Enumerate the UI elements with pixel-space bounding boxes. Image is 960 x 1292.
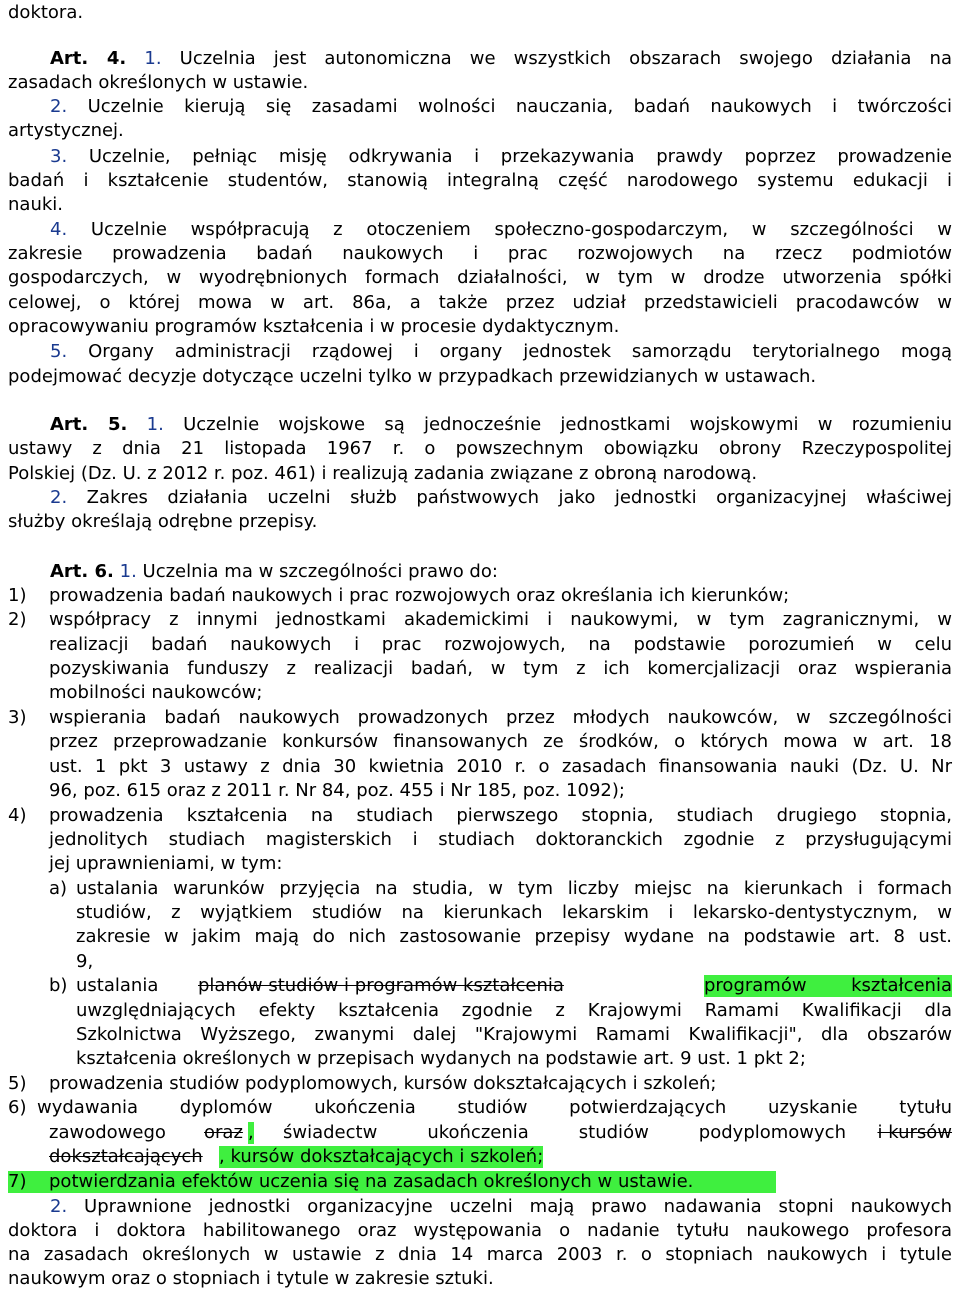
paragraph-line (8, 120, 952, 142)
sub-list-item (8, 878, 952, 900)
text: 9 ust. 1 pkt 2; (674, 1048, 806, 1069)
text: Uczelnie współpracują z otoczeniem społeczno-gospodarczym, w szczególności w (67, 219, 952, 240)
clause-number: 2. (50, 1196, 68, 1217)
inserted-text-highlight: , (248, 1122, 254, 1143)
item-number: 4) (8, 805, 27, 826)
list-item-line (49, 634, 952, 656)
clause-number: 4. (50, 219, 68, 240)
article-5-heading (8, 414, 952, 436)
paragraph-line (8, 438, 952, 460)
text: 9, (76, 951, 94, 972)
text: uwzględniających efekty kształcenia zgodnie z Krajowymi Ramami Kwalifikacji dla (76, 1000, 952, 1021)
text: pozyskiwania funduszy z realizacji badań, w tym z ich komercjalizacji oraz wspierania (49, 658, 952, 679)
text: 18 (913, 731, 952, 752)
list-item-line (8, 1146, 952, 1168)
item-letter: a) (49, 878, 68, 899)
list-item-line (49, 756, 952, 778)
text: mobilności naukowców; (49, 682, 263, 703)
item-number: 1) (8, 585, 27, 606)
item-number: 5) (8, 1073, 27, 1094)
text: Organy administracji rządowej i organy jednostek samorządu terytorialnego mogą (67, 341, 952, 362)
text: 96, poz. 615 oraz z 2011 r. Nr 84, poz. 455 i Nr 185, poz. 1092); (49, 780, 625, 801)
text: zasadach określonych w ustawie. (8, 72, 309, 93)
text: świadectw ukończenia studiów podyplomowych (283, 1122, 846, 1143)
list-item (8, 585, 952, 607)
paragraph-line (8, 219, 952, 241)
paragraph-line (8, 2, 952, 24)
item-number: 2) (8, 609, 27, 630)
text: prowadzenia kształcenia na studiach pierwszego stopnia, studiach drugiego stopnia, (49, 805, 952, 826)
text: 1 pkt 3 ustawy z dnia 30 kwietnia 2010 r. (82, 756, 527, 777)
text: ust. (49, 756, 83, 777)
text: potwierdzania efektów uczenia się na zasadach określonych w ustawie. (49, 1171, 694, 1192)
sub-list-line (76, 1024, 952, 1046)
list-item (8, 805, 952, 827)
text: jednolitych studiach magisterskich i studiach doktoranckich zgodnie z przysługującymi (49, 829, 952, 850)
paragraph-line (8, 72, 952, 94)
sub-list-line (76, 1048, 952, 1070)
list-item-line (49, 731, 952, 753)
item-number: 6) (8, 1097, 27, 1118)
text: Uczelnie, pełniąc misję odkrywania i przekazywania prawdy poprzez prowadzenie (67, 146, 952, 167)
inserted-text-highlight (8, 1171, 776, 1193)
text: na zasadach określonych w ustawie z dnia 14 marca 2003 r. (8, 1244, 628, 1265)
text: podejmować decyzje dotyczące uczelni tylko w przypadkach przewidzianych w ustawach. (8, 366, 817, 387)
list-item-line (49, 780, 952, 802)
deleted-text: oraz (204, 1122, 243, 1143)
clause-number: 5. (50, 341, 68, 362)
text: 86a, a także przez udział przedstawicieli pracodawców w (334, 292, 952, 313)
text: Uczelnia jest autonomiczna we wszystkich obszarach swojego działania na (161, 48, 952, 69)
inserted-text-highlight: , kursów dokształcających i szkoleń; (219, 1146, 544, 1167)
clause-number: 3. (50, 146, 68, 167)
text: ustawy z dnia 21 listopada 1967 r. (8, 438, 405, 459)
text: Uczelnia ma w szczególności prawo do: (136, 561, 498, 582)
list-item-line (49, 682, 952, 704)
clause-number: 1. (144, 48, 162, 69)
text: prowadzenia badań naukowych i prac rozwojowych oraz określania ich kierunków; (49, 585, 790, 606)
paragraph-line (8, 267, 952, 289)
text: Polskiej (Dz. U. z 2012 r. poz. 461) i realizują zadania związane z obroną narodową. (8, 463, 758, 484)
paragraph-line (8, 96, 952, 118)
text: gospodarczych, w wyodrębnionych formach działalności, w tym w drodze utworzenia spółki (8, 267, 952, 288)
paragraph-line (8, 487, 952, 509)
text: studiów, z wyjątkiem studiów na kierunkach lekarskim i lekarsko-dentystycznym, w (76, 902, 952, 923)
text: nauki. (8, 194, 63, 215)
item-letter: b) (49, 975, 68, 996)
text: Uczelnie wojskowe są jednocześnie jednostkami wojskowymi w rozumieniu (163, 414, 952, 435)
text: Uprawnione jednostki organizacyjne uczelni mają prawo nadawania stopni naukowych (67, 1196, 952, 1217)
paragraph-line (8, 316, 952, 338)
article-number: Art. 6. (50, 561, 114, 582)
list-item-line (49, 853, 952, 875)
inserted-text-highlight: programów kształcenia (704, 975, 952, 996)
paragraph-line (8, 146, 952, 168)
paragraph-line (8, 170, 952, 192)
list-item-line (49, 829, 952, 851)
deleted-text: planów studiów i programów kształcenia (198, 975, 564, 996)
text: wydawania dyplomów ukończenia studiów potwierdzających uzyskanie tytułu (37, 1097, 952, 1118)
text: wspierania badań naukowych prowadzonych przez młodych naukowców, w szczególności (49, 707, 952, 728)
list-item (8, 707, 952, 729)
article-number: Art. 5. (50, 414, 128, 435)
sub-list-line (76, 1000, 952, 1022)
clause-number: 2. (50, 487, 68, 508)
article-6-heading (8, 561, 952, 583)
list-item-line (49, 658, 952, 680)
paragraph-line (8, 194, 952, 216)
sub-list-line (76, 902, 952, 924)
paragraph-line (8, 243, 952, 265)
clause-number: 2. (50, 96, 68, 117)
list-item-line (8, 1122, 952, 1144)
text: ustalania warunków przyjęcia na studia, w tym liczby miejsc na kierunkach i formach (76, 878, 952, 899)
paragraph-line (8, 1196, 952, 1218)
deleted-text: i kursów (877, 1122, 952, 1143)
item-number: 3) (8, 707, 27, 728)
deleted-text: dokształcających (49, 1146, 203, 1167)
text: 8 ust. (880, 926, 952, 947)
text: współpracy z innymi jednostkami akademickimi i naukowymi, w tym zagranicznymi, w (49, 609, 952, 630)
paragraph-line (8, 511, 952, 533)
text: realizacji badań naukowych i prac rozwojowych, na podstawie porozumień w celu (49, 634, 952, 655)
paragraph-line (8, 463, 952, 485)
text: o powszechnym obowiązku obrony Rzeczypospolitej (404, 438, 953, 459)
text: doktora. (8, 2, 84, 23)
paragraph-line (8, 1268, 952, 1290)
text: opracowywaniu programów kształcenia i w procesie dydaktycznym. (8, 316, 620, 337)
paragraph-line (8, 366, 952, 388)
list-item (8, 1073, 952, 1095)
text: Szkolnictwa Wyższego, zwanymi dalej "Krajowymi Ramami Kwalifikacji", dla obszarów (76, 1024, 952, 1045)
text: Uczelnie kierują się zasadami wolności nauczania, badań naukowych i twórczości (67, 96, 952, 117)
text: kształcenia określonych w przepisach wydanych na podstawie art. (76, 1048, 675, 1069)
text: prowadzenia studiów podyplomowych, kursów dokształcających i szkoleń; (49, 1073, 717, 1094)
article-number: Art. 4. (50, 48, 127, 69)
clause-number: 1. (119, 561, 137, 582)
item-number: 7) (8, 1171, 27, 1192)
text: Zakres działania uczelni służb państwowych jako jednostki organizacyjnej właściwej (67, 487, 952, 508)
clause-number: 1. (146, 414, 164, 435)
text: zakresie prowadzenia badań naukowych i prac rozwojowych na rzecz podmiotów (8, 243, 952, 264)
text: o stopniach naukowych i tytule (627, 1244, 953, 1265)
text: przez przeprowadzanie konkursów finansowanych ze środków, o których mowa w art. (49, 731, 914, 752)
paragraph-line (8, 1244, 952, 1266)
paragraph-line (8, 1220, 952, 1242)
article-4-heading (8, 48, 952, 70)
paragraph-line (8, 341, 952, 363)
text: celowej, o której mowa w art. (8, 292, 335, 313)
text: o zasadach finansowania nauki (Dz. U. Nr (526, 756, 952, 777)
text: służby określają odrębne przepisy. (8, 511, 318, 532)
sub-list-item (8, 975, 952, 997)
sub-list-line (76, 951, 952, 973)
text: jej uprawnieniami, w tym: (49, 853, 283, 874)
text: zakresie w jakim mają do nich zastosowanie przepisy wydane na podstawie art. (76, 926, 881, 947)
text: artystycznej. (8, 120, 124, 141)
text: badań i kształcenie studentów, stanowią integralną część narodowego systemu edukacji i (8, 170, 952, 191)
list-item (8, 609, 952, 631)
text: zawodowego (49, 1122, 166, 1143)
text: doktora i doktora habilitowanego oraz występowania o nadanie tytułu naukowego profesora (8, 1220, 952, 1241)
text: naukowym oraz o stopniach i tytule w zakresie sztuki. (8, 1268, 494, 1289)
list-item (8, 1171, 952, 1193)
sub-list-line (76, 926, 952, 948)
paragraph-line (8, 292, 952, 314)
text: ustalania (76, 975, 159, 996)
list-item (8, 1097, 952, 1119)
